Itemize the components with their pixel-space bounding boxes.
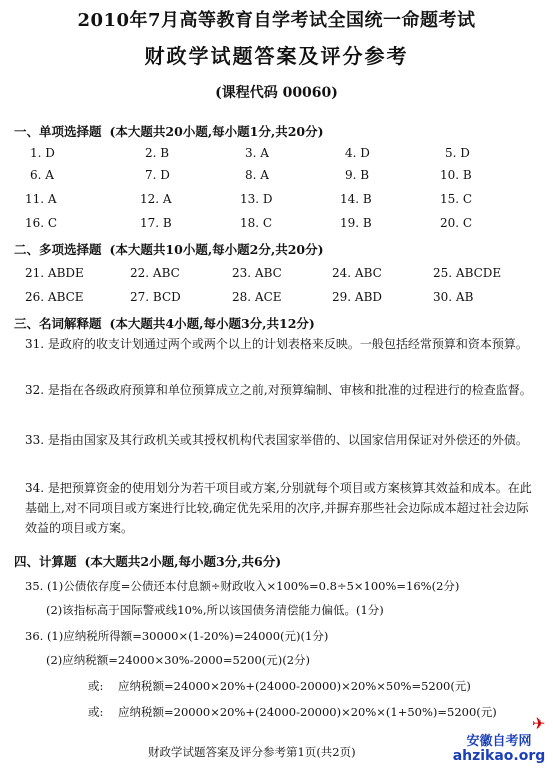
answer-item: 15. C — [440, 192, 473, 206]
course-code: (课程代码 00060) — [215, 85, 338, 101]
watermark-url: ahzikao.org — [452, 748, 546, 764]
section2-note: (本大题共10小题,每小题2分,共20分) — [109, 242, 324, 257]
answer-item: 8. A — [245, 168, 269, 182]
answer-item: 16. C — [25, 216, 58, 230]
section1-note: (本大题共20小题,每小题1分,共20分) — [109, 124, 324, 139]
answer-item: 30. AB — [433, 290, 474, 304]
answer-item: 9. B — [345, 168, 370, 182]
answer-item: 7. D — [145, 168, 170, 182]
section1-heading — [14, 122, 324, 140]
answer-35-part2: (2)该指标高于国际警戒线10%,所以该国债务清偿能力偏低。(1分) — [46, 603, 384, 617]
section2-heading — [14, 240, 324, 258]
answer-item: 3. A — [245, 146, 269, 160]
section4-heading — [14, 552, 281, 570]
answer-item: 5. D — [445, 146, 470, 160]
site-watermark-logo — [448, 714, 550, 770]
answer-32: 32. 是指在各级政府预算和单位预算成立之前,对预算编制、审核和批准的过程进行的检查监督。 — [25, 383, 532, 397]
answer-36-alt2: 应纳税额=20000×20%+(24000-20000)×20%×(1+50%)=5200(元) — [118, 705, 497, 719]
section4-title: 四、计算题 — [14, 554, 77, 569]
answer-item: 10. B — [440, 168, 472, 182]
section3-title: 三、名词解释题 — [14, 316, 102, 331]
answer-item: 25. ABCDE — [433, 266, 502, 280]
answer-item: 20. C — [440, 216, 473, 230]
or-label: 或: — [88, 679, 104, 693]
watermark-name: 安徽自考网 — [466, 734, 532, 749]
bird-icon: ✈ — [532, 714, 546, 733]
answer-item: 19. B — [340, 216, 372, 230]
answer-33: 33. 是指由国家及其行政机关或其授权机构代表国家举借的、以国家信用保证对外偿还的外债。 — [25, 433, 528, 447]
section2-title: 二、多项选择题 — [14, 242, 102, 257]
answer-item: 23. ABC — [232, 266, 282, 280]
answer-item: 26. ABCE — [25, 290, 84, 304]
page-footer: 财政学试题答案及评分参考第1页(共2页) — [148, 745, 356, 759]
answer-item: 13. D — [240, 192, 273, 206]
answer-31: 31. 是政府的收支计划通过两个或两个以上的计划表格来反映。一般包括经常预算和资本预算。 — [25, 337, 528, 351]
answer-item: 6. A — [30, 168, 54, 182]
section3-note: (本大题共4小题,每小题3分,共12分) — [109, 316, 315, 331]
answer-item: 4. D — [345, 146, 370, 160]
answer-item: 29. ABD — [332, 290, 383, 304]
answer-item: 27. BCD — [130, 290, 181, 304]
section3-heading — [14, 314, 315, 332]
answer-item: 18. C — [240, 216, 273, 230]
answer-item: 28. ACE — [232, 290, 282, 304]
answer-item: 21. ABDE — [25, 266, 84, 280]
answer-35-part1: 35. (1)公债依存度=公债还本付息额÷财政收入×100%=0.8÷5×100%=16%(2分) — [25, 579, 460, 593]
section1-title: 一、单项选择题 — [14, 124, 102, 139]
answer-item: 17. B — [140, 216, 172, 230]
answer-item: 12. A — [140, 192, 172, 206]
or-label: 或: — [88, 705, 104, 719]
answer-item: 22. ABC — [130, 266, 180, 280]
answer-34: 34. 是把预算资金的使用划分为若干项目或方案,分别就每个项目或方案核算其效益和成本。在此基础上,对不同项目或方案进行比较,确定优先采用的次序,并摒弃那些社会边际成本超过社会边际效益的项目或方案。 — [25, 481, 532, 535]
answer-item: 24. ABC — [332, 266, 382, 280]
answer-36-part1: 36. (1)应纳税所得额=30000×(1-20%)=24000(元)(1分) — [25, 629, 329, 643]
exam-title: 2010年7月高等教育自学考试全国统一命题考试 — [77, 10, 476, 31]
answer-item: 1. D — [30, 146, 55, 160]
document-title: 财政学试题答案及评分参考 — [144, 44, 409, 68]
answer-item: 11. A — [25, 192, 57, 206]
answer-36-part2: (2)应纳税额=24000×30%-2000=5200(元)(2分) — [46, 653, 311, 667]
answer-item: 2. B — [145, 146, 170, 160]
section4-note: (本大题共2小题,每小题3分,共6分) — [84, 554, 282, 569]
answer-36-alt1: 应纳税额=24000×20%+(24000-20000)×20%×50%=5200(元) — [118, 679, 471, 693]
answer-item: 14. B — [340, 192, 372, 206]
